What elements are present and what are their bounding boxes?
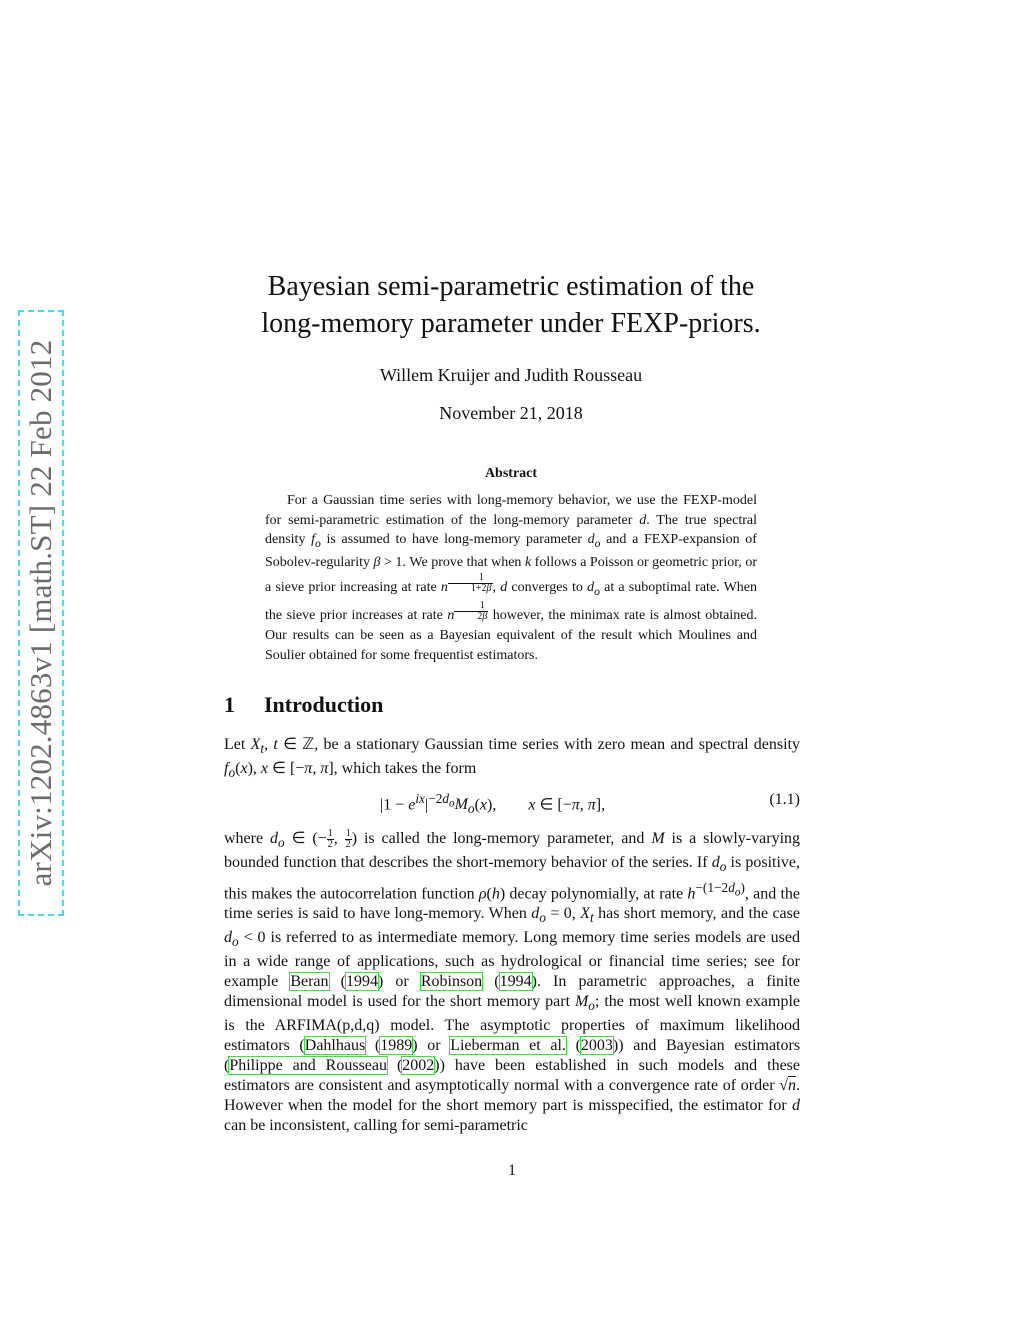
citation-beran-year[interactable]: 1994: [345, 973, 378, 991]
citation-lieberman[interactable]: Lieberman et al.: [450, 1037, 566, 1055]
paper-title: [200, 268, 822, 342]
intro-paragraph-2: where $d_o$ ∈ (− $\frac{1}{2}$ , $\frac{1}{2}$ ) is called the long-memory parameter, and M is a slowly-varying bounded function that describes the short-memory behavior of the series. If $d_o$ is positive, this makes the autocorrelation function ρ(h) decay polynomially, at rate $h^{-(1-2d_o)}$, and the time series is said to have long-memory. When $d_o = 0$, $X_t$ has short memory, and the case $d_o < 0$ is referred to as intermediate memory. Long memory time series models are used in a wide range of applications, such as hydrological or financial time series; see for example Beran (1994) or Robinson (1994). In parametric approaches, a finite dimensional model is used for the short memory part $M_o$; the most well known example is the ARFIMA(p,d,q) model. The asymptotic properties of maximum likelihood estimators (Dahlhaus (1989) or Lieberman et al. (2003)) and Bayesian estimators (Philippe and Rousseau (2002)) have been established in such models and these estimators are consistent and asymptotically normal with a convergence rate of order √n. However when the model for the short memory part is misspecified, the estimator for d can be inconsistent, calling for semi-parametric: [224, 828, 801, 1135]
abstract-heading: Abstract: [484, 466, 538, 481]
title-line-1: Bayesian semi-parametric estimation of the: [267, 271, 755, 302]
intro-paragraph-1: Let $X_t$, t ∈ ℤ, be a stationary Gaussian time series with zero mean and spectral density $f_o(x)$, x ∈ [−π, π], which takes the form: [224, 736, 801, 781]
section-heading-introduction: [224, 692, 383, 718]
date: November 21, 2018: [439, 403, 583, 423]
citation-robinson-year[interactable]: 1994: [499, 973, 532, 991]
citation-dahlhaus-year[interactable]: 1989: [380, 1037, 413, 1055]
equation-body: $|1 - e^{ix}|^{-2d_o}M_o(x)$, x ∈ [−π, π],: [380, 791, 606, 817]
page-number: 1: [508, 1162, 516, 1179]
section-number: 1: [224, 692, 235, 717]
citation-philippe-rousseau-year[interactable]: 2002: [402, 1057, 435, 1075]
authors: Willem Kruijer and Judith Rousseau: [379, 365, 643, 385]
equation-number: (1.1): [769, 791, 800, 808]
title-line-2: long-memory parameter under FEXP-priors.: [261, 308, 761, 339]
citation-robinson[interactable]: Robinson: [420, 973, 483, 991]
arxiv-stamp[interactable]: [18, 310, 64, 916]
equation-1-1: [224, 791, 800, 815]
arxiv-stamp-text: arXiv:1202.4863v1 [math.ST] 22 Feb 2012: [23, 339, 58, 887]
citation-beran[interactable]: Beran: [290, 973, 329, 991]
citation-philippe-rousseau[interactable]: Philippe and Rousseau: [229, 1057, 387, 1075]
citation-lieberman-year[interactable]: 2003: [580, 1037, 613, 1055]
section-title: Introduction: [264, 692, 384, 717]
abstract-body: For a Gaussian time series with long-memory behavior, we use the FEXP-model for semi-parametric estimation of the long-memory parameter d. The true spectral density $f_o$ is assumed to have long-memory parameter $d_o$ and a FEXP-expansion of Sobolev-regularity β > 1. We prove that when k follows a Poisson or geometric prior, or a sieve prior increasing at rate n $^{\frac{1}{1+2\beta}}$ , d converges to $d_o$ at a suboptimal rate. When the sieve prior increases at rate n $^{\frac{1}{2\beta}}$ however, the minimax rate is almost obtained. Our results can be seen as a Bayesian equivalent of the result which Moulines and Soulier obtained for some frequentist estimators.: [265, 493, 758, 663]
citation-dahlhaus[interactable]: Dahlhaus: [304, 1037, 366, 1055]
